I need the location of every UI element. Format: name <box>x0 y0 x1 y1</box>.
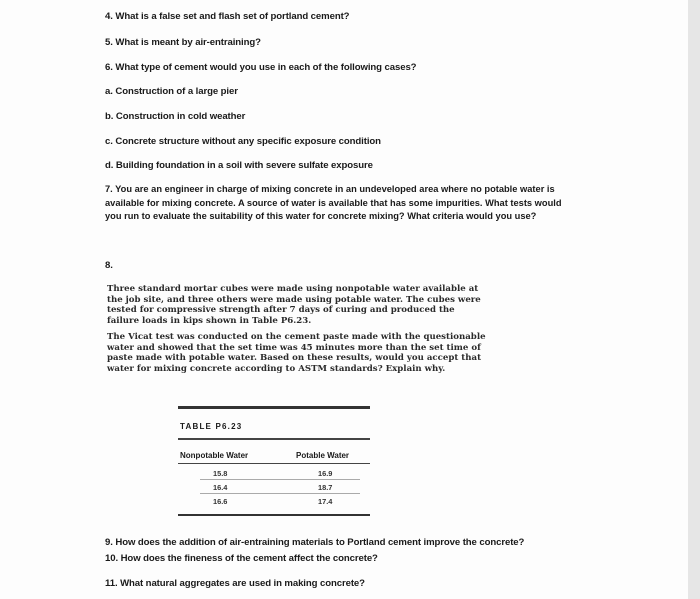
table-row-rule <box>200 479 360 480</box>
table-top-rule <box>178 406 370 409</box>
table-header-rule-top <box>178 438 370 440</box>
question-6a: a. Construction of a large pier <box>105 86 238 97</box>
question-6c: c. Concrete structure without any specific exposure condition <box>105 136 381 147</box>
question-10: 10. How does the fineness of the cement affect the concrete? <box>105 553 378 564</box>
table-cell: 15.8 <box>213 469 228 478</box>
table-bottom-rule <box>178 514 370 516</box>
question-6b: b. Construction in cold weather <box>105 111 246 122</box>
table-caption: TABLE P6.23 <box>180 422 243 431</box>
question-6: 6. What type of cement would you use in each of the following cases? <box>105 62 417 73</box>
table-row-rule <box>200 493 360 494</box>
table-cell: 16.4 <box>213 483 228 492</box>
question-4: 4. What is a false set and flash set of portland cement? <box>105 11 350 22</box>
question-9: 9. How does the addition of air-entraining materials to Portland cement improve the concrete? <box>105 537 525 548</box>
question-8-label: 8. <box>105 260 113 271</box>
question-8-paragraph-1: Three standard mortar cubes were made using nonpotable water available at the job site, and three others were made using potable water. The cubes were tested for compressive strength after 7 days of curing and produced the failure loads in kips shown in Table P6.23. <box>107 284 481 327</box>
question-6d: d. Building foundation in a soil with severe sulfate exposure <box>105 160 373 171</box>
table-cell: 18.7 <box>318 483 333 492</box>
question-5: 5. What is meant by air-entraining? <box>105 37 261 48</box>
table-cell: 17.4 <box>318 497 333 506</box>
question-7: 7. You are an engineer in charge of mixing concrete in an undeveloped area where no potable water is available for mixing concrete. A source of water is available that has some impurities. What tests would you run to evaluate the suitability of this water for concrete mixing? What criteria would you use? <box>105 184 562 221</box>
page-edge <box>688 0 700 599</box>
table-cell: 16.6 <box>213 497 228 506</box>
table-header-rule-bottom <box>178 463 370 464</box>
table-header-nonpotable: Nonpotable Water <box>180 451 249 460</box>
table-header-potable: Potable Water <box>296 451 350 460</box>
question-8-paragraph-2: The Vicat test was conducted on the cement paste made with the questionable water and showed that the set time was 45 minutes more than the set time of paste made with potable water. Based on these results, would you accept that water for mixing concrete according to ASTM standards? Explain why. <box>107 332 486 375</box>
question-11: 11. What natural aggregates are used in making concrete? <box>105 578 365 589</box>
table-cell: 16.9 <box>318 469 333 478</box>
